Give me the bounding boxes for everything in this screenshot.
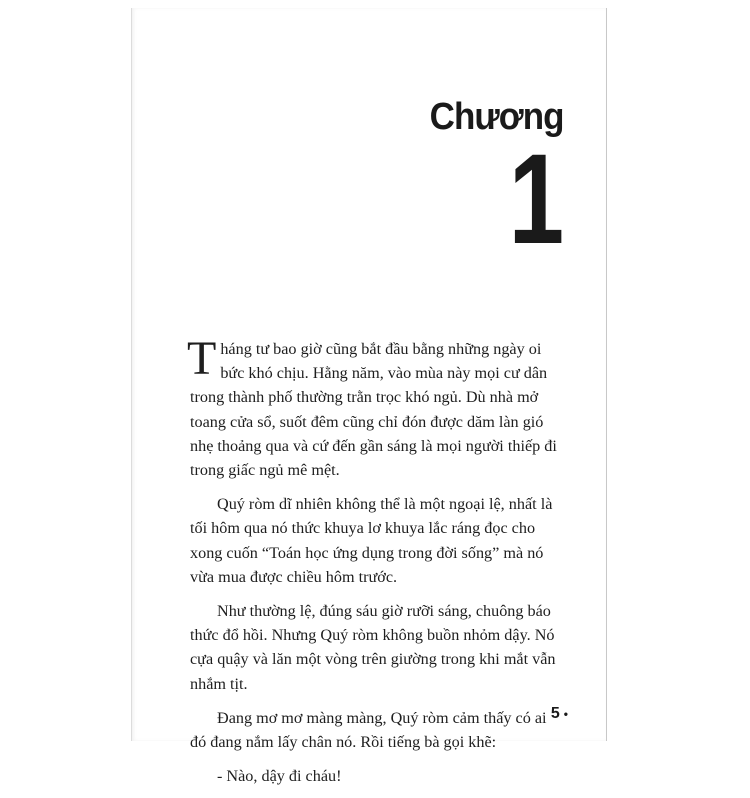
chapter-number: 1 — [508, 128, 564, 271]
page-number — [551, 705, 568, 723]
paragraph-1-text: háng tư bao giờ cũng bắt đầu bằng những ngày oi bức khó chịu. Hằng năm, vào mùa này mọi cư dân trong thành phố thường trằn trọc khó ngủ. Dù nhà mở toang cửa sổ, suốt đêm cũng chỉ đón được dăm làn gió nhẹ thoảng qua và cứ đến gần sáng là mọi người thiếp đi trong giấc ngủ mê mệt. — [190, 340, 557, 480]
paragraph-4: Đang mơ mơ màng màng, Quý ròm cảm thấy có ai đó đang nắm lấy chân nó. Rồi tiếng bà gọi khẽ: — [190, 708, 547, 752]
paragraph-2: Quý ròm dĩ nhiên không thể là một ngoại lệ, nhất là tối hôm qua nó thức khuya lơ khuya lắc ráng đọc cho xong cuốn “Toán học ứng dụng trong đời sống” mà nó vừa mua được chiều hôm trước. — [190, 495, 553, 586]
chapter-body — [187, 332, 566, 798]
paragraph-3: Như thường lệ, đúng sáu giờ rưỡi sáng, chuông báo thức đổ hồi. Nhưng Quý ròm không buồn nhỏm dậy. Nó cựa quậy và lăn một vòng trên giường trong khi mắt vẫn nhắm tịt. — [190, 602, 556, 693]
chapter-label: Chương — [430, 96, 564, 138]
drop-cap: T — [187, 332, 217, 385]
page-number-value: 5 — [550, 705, 560, 722]
book-page — [131, 8, 607, 786]
paragraph-1 — [187, 332, 566, 482]
paragraph-5: - Nào, dậy đi cháu! — [217, 767, 342, 786]
page-marker: • — [563, 707, 568, 721]
